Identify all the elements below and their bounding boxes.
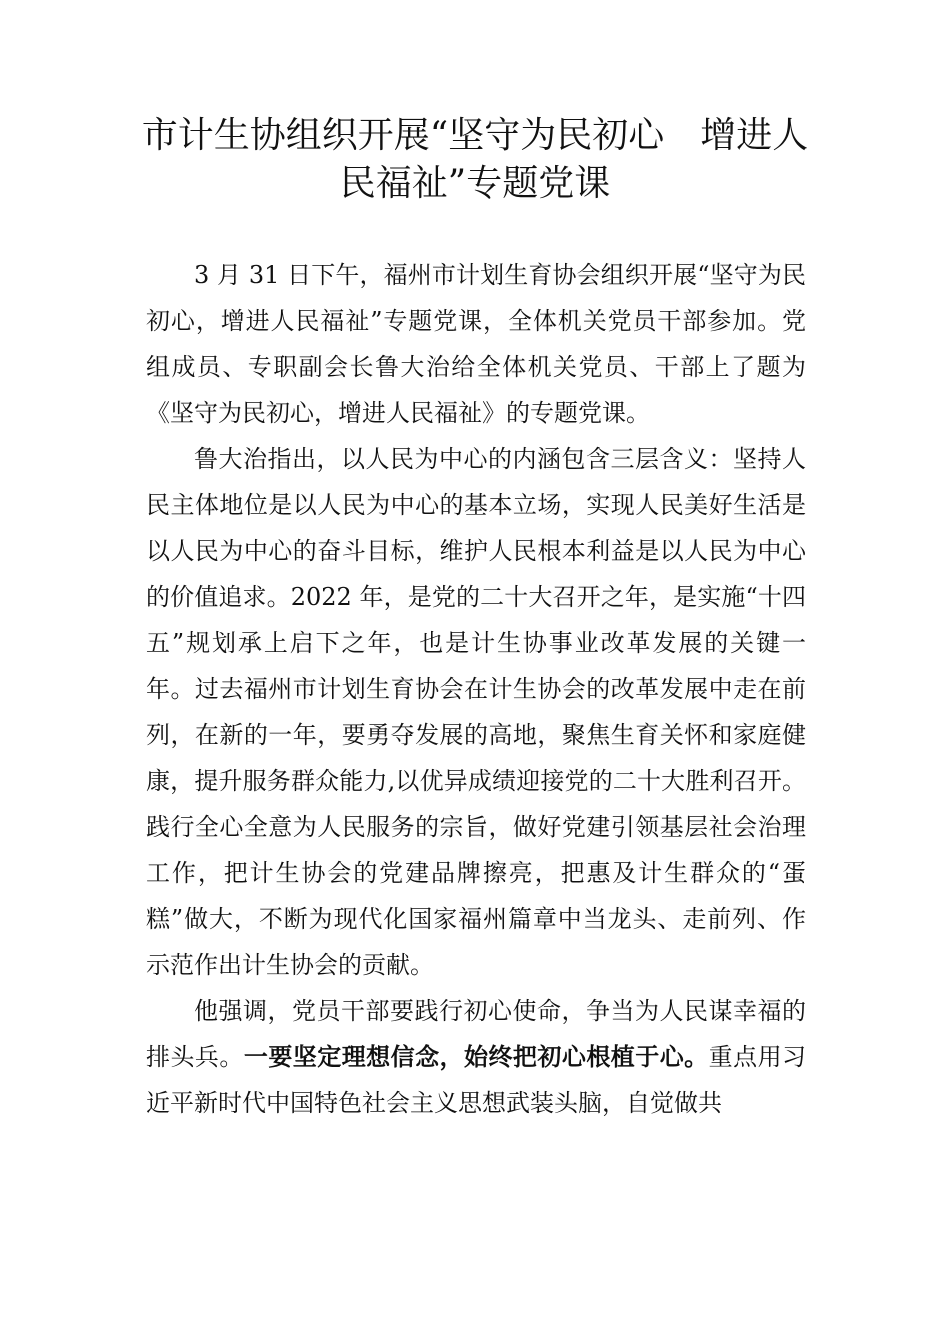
paragraph-3-emphasis: 一要坚定理想信念，始终把初心根植于心。 bbox=[243, 1042, 709, 1071]
paragraph-3-tail: 重点用习近平新时代中国特色社会主义思想武装头脑，自觉做共 bbox=[146, 1043, 807, 1117]
paragraph-3 bbox=[146, 988, 806, 1126]
paragraph-2: 鲁大治指出，以人民为中心的内涵包含三层含义：坚持人民主体地位是以人民为中心的基本立场，实现人民美好生活是以人民为中心的奋斗目标，维护人民根本利益是以人民为中心的价值追求。2022 年，是党的二十大召开之年，是实施“十四五”规划承上启下之年，也是计生协事业改革发展的关键一年。过去福州市计划生育协会在计生协会的改革发展中走在前列，在新的一年，要勇夺发展的高地，聚焦生育关怀和家庭健康，提升服务群众能力,以优异成绩迎接党的二十大胜利召开。践行全心全意为人民服务的宗旨，做好党建引领基层社会治理工作，把计生协会的党建品牌擦亮，把惠及计生群众的“蛋糕”做大，不断为现代化国家福州篇章中当龙头、走前列、作示范作出计生协会的贡献。 bbox=[146, 445, 806, 979]
paragraph-3-lead: 他强调，党员干部要践行初心使命，争当为人民谋幸福的排头兵。 bbox=[146, 997, 806, 1071]
document-body bbox=[146, 252, 806, 1126]
document-title: 市计生协组织开展“坚守为民初心 增进人民福祉”专题党课 bbox=[141, 115, 809, 204]
paragraph-1: 3 月 31 日下午，福州市计划生育协会组织开展“坚守为民初心，增进人民福祉”专题党课，全体机关党员干部参加。党组成员、专职副会长鲁大治给全体机关党员、干部上了题为《坚守为民初心，增进人民福祉》的专题党课。 bbox=[146, 261, 806, 427]
